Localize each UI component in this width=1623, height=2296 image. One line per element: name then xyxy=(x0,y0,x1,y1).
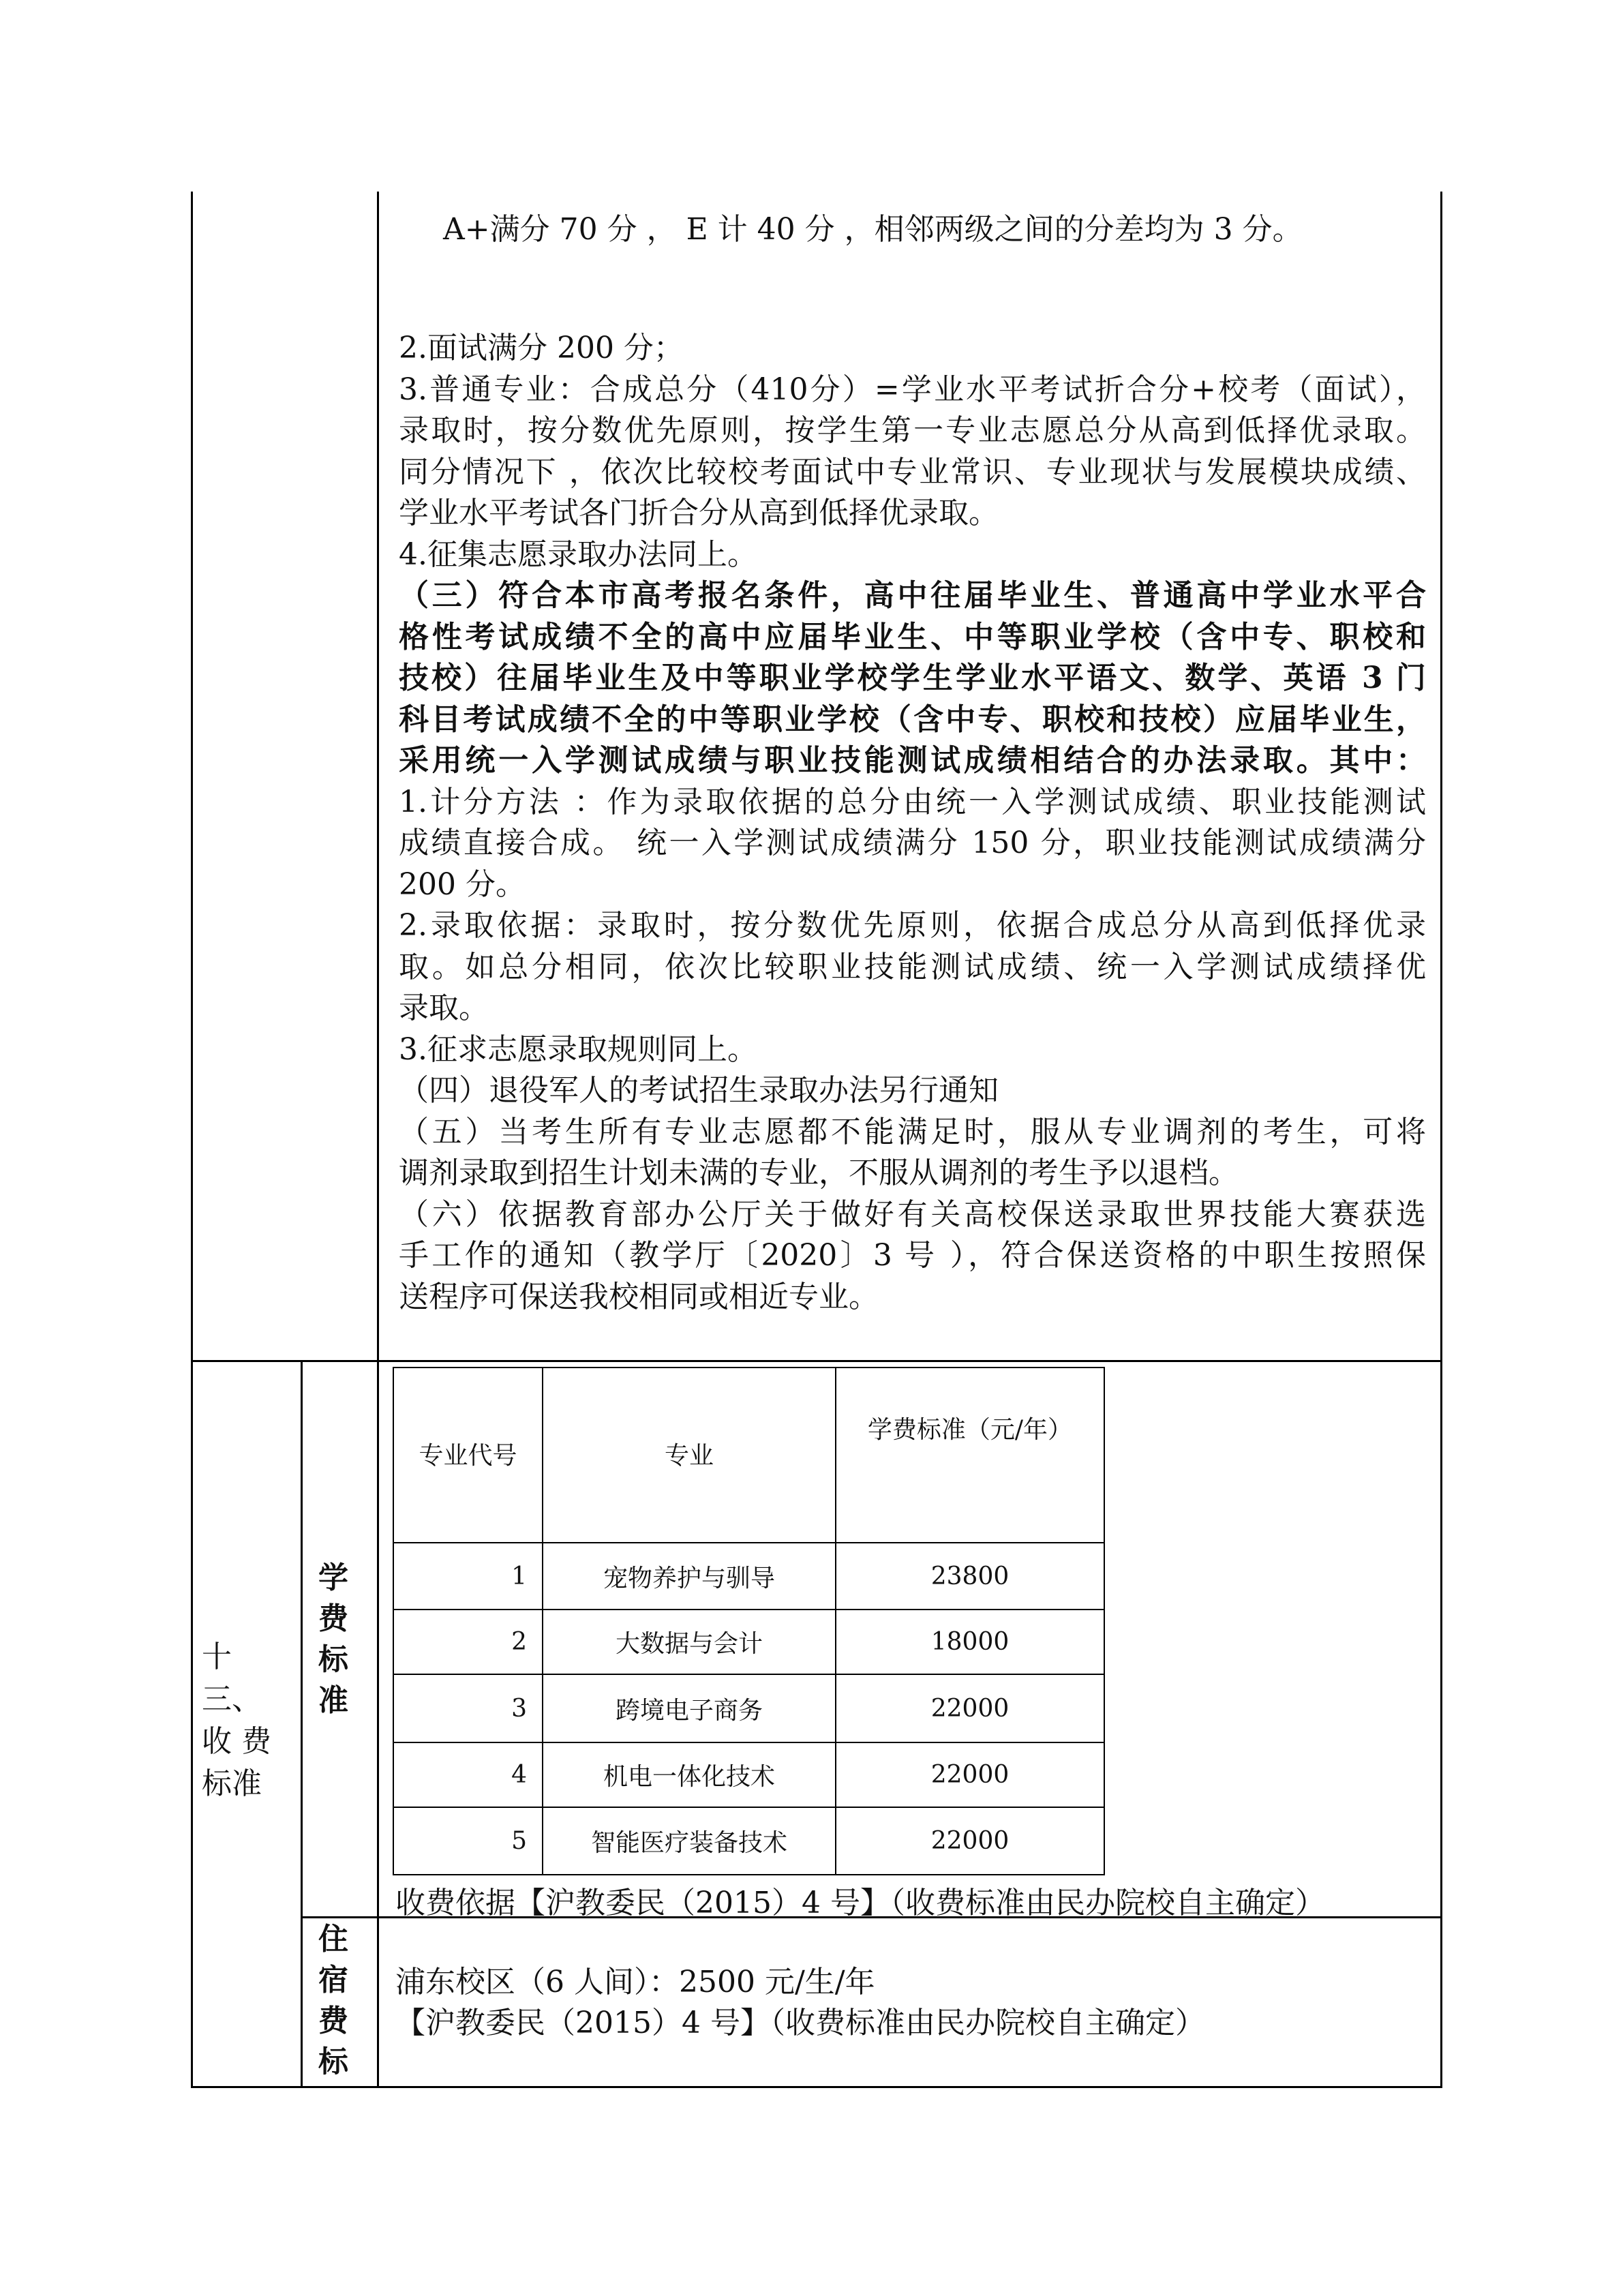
section-13-title xyxy=(202,1636,271,1805)
section-title-line: 十 xyxy=(202,1640,232,1674)
dorm-fee-line: 浦东校区（6 人间）：2500 元/生/年 xyxy=(395,1965,875,1999)
section-title-line: 标准 xyxy=(202,1766,262,1801)
text-line: 4.征集志愿录取办法同上。 xyxy=(399,537,757,572)
label-char: 住 xyxy=(318,1922,348,1957)
text-line: 录取。 xyxy=(399,991,489,1025)
table-row xyxy=(393,1742,1104,1807)
cell-code: 2 xyxy=(393,1610,543,1674)
cell-fee: 18000 xyxy=(836,1610,1104,1674)
cell-major: 大数据与会计 xyxy=(543,1610,836,1674)
tuition-label xyxy=(316,1558,350,1721)
label-char: 宿 xyxy=(318,1963,348,1997)
table-header-row xyxy=(393,1368,1104,1543)
cell-fee: 23800 xyxy=(836,1543,1104,1610)
cell-fee: 22000 xyxy=(836,1807,1104,1875)
admission-rules-text xyxy=(399,328,1426,1318)
label-char: 费 xyxy=(318,1601,348,1636)
score-line: A+满分 70 分 ， E 计 40 分 ，相邻两级之间的分差均为 3 分。 xyxy=(443,212,1303,247)
table-border-right xyxy=(1440,192,1442,2088)
text-line: 3.征求志愿录取规则同上。 xyxy=(399,1031,757,1067)
header-major-code: 专业代号 xyxy=(393,1368,543,1543)
table-border-left xyxy=(191,192,193,2088)
label-char: 学 xyxy=(318,1560,348,1595)
sub-column-divider xyxy=(301,1360,303,2088)
label-char: 标 xyxy=(318,2044,348,2079)
cell-code: 3 xyxy=(393,1674,543,1742)
section-title-line: 收 费 xyxy=(202,1724,271,1759)
table-row xyxy=(393,1543,1104,1610)
text-line: 采用统一入学测试成绩与职业技能测试成绩相结合的办法录取。其中： xyxy=(399,743,1426,778)
dorm-fee-text xyxy=(395,1962,1205,2044)
table-row xyxy=(393,1674,1104,1742)
text-line: （六）依据教育部办公厅关于做好有关高校保送录取世界技能大赛获选 xyxy=(399,1196,1426,1232)
table-row xyxy=(393,1610,1104,1674)
cell-code: 5 xyxy=(393,1807,543,1875)
section-title-line: 三、 xyxy=(202,1682,262,1717)
table-border-bottom xyxy=(191,2086,1442,2088)
text-line: 3.普通专业：合成总分（410分）=学业水平考试折合分+校考（面试）， xyxy=(399,372,1426,407)
text-line: 同分情况下 ，依次比较校考面试中专业常识、专业现状与发展模块成绩、 xyxy=(399,454,1426,489)
cell-major: 跨境电子商务 xyxy=(543,1674,836,1742)
label-char: 标 xyxy=(318,1642,348,1677)
text-line: 2.录取依据：录取时，按分数优先原则，依据合成总分从高到低择优录 xyxy=(399,908,1426,943)
text-line: 手工作的通知（教学厅〔2020〕3 号 ），符合保送资格的中职生按照保 xyxy=(399,1238,1426,1273)
cell-major: 智能医疗装备技术 xyxy=(543,1807,836,1875)
row-divider xyxy=(191,1360,1442,1362)
text-line: 1.计分方法 ：作为录取依据的总分由统一入学测试成绩、职业技能测试 xyxy=(399,784,1426,819)
dorm-fee-label xyxy=(316,1919,350,2083)
header-tuition: 学费标准（元/年） xyxy=(836,1368,1104,1543)
fee-basis-note: 收费依据【沪教委民（2015）4 号】（收费标准由民办院校自主确定） xyxy=(395,1886,1325,1920)
text-line: 格性考试成绩不全的高中应届毕业生、中等职业学校（含中专、职校和 xyxy=(399,619,1426,654)
text-line: 成绩直接合成。 统一入学测试成绩满分 150 分，职业技能测试成绩满分 xyxy=(399,826,1426,860)
text-line: 送程序可保送我校相同或相近专业。 xyxy=(399,1279,879,1314)
header-major: 专业 xyxy=(543,1368,836,1543)
dorm-fee-line: 【沪教委民（2015）4 号】（收费标准由民办院校自主确定） xyxy=(395,2006,1205,2040)
text-line: 录取时，按分数优先原则，按学生第一专业志愿总分从高到低择优录取。 xyxy=(399,413,1426,448)
text-line: 技校）往届毕业生及中等职业学校学生学业水平语文、数学、英语 3 门 xyxy=(399,661,1426,695)
cell-major: 宠物养护与驯导 xyxy=(543,1543,836,1610)
column-divider xyxy=(377,192,379,2088)
tuition-table xyxy=(393,1367,1105,1875)
cell-code: 1 xyxy=(393,1543,543,1610)
text-line: 200 分。 xyxy=(399,866,526,902)
table-row xyxy=(393,1807,1104,1875)
label-char: 准 xyxy=(318,1683,348,1718)
text-line: 科目考试成绩不全的中等职业学校（含中专、职校和技校）应届毕业生， xyxy=(399,701,1426,737)
text-line: 调剂录取到招生计划未满的专业，不服从调剂的考生予以退档。 xyxy=(399,1155,1239,1190)
text-line: 2.面试满分 200 分； xyxy=(399,331,684,365)
text-line: （五）当考生所有专业志愿都不能满足时，服从专业调剂的考生，可将 xyxy=(399,1114,1426,1149)
cell-code: 4 xyxy=(393,1742,543,1807)
text-line: （四）退役军人的考试招生录取办法另行通知 xyxy=(399,1073,999,1108)
text-line: 学业水平考试各门折合分从高到低择优录取。 xyxy=(399,496,999,530)
cell-fee: 22000 xyxy=(836,1674,1104,1742)
text-line: 取。如总分相同，依次比较职业技能测试成绩、统一入学测试成绩择优 xyxy=(399,949,1426,984)
text-line: （三）符合本市高考报名条件，高中往届毕业生、普通高中学业水平合 xyxy=(399,578,1426,613)
label-char: 费 xyxy=(318,2004,348,2038)
cell-major: 机电一体化技术 xyxy=(543,1742,836,1807)
cell-fee: 22000 xyxy=(836,1742,1104,1807)
